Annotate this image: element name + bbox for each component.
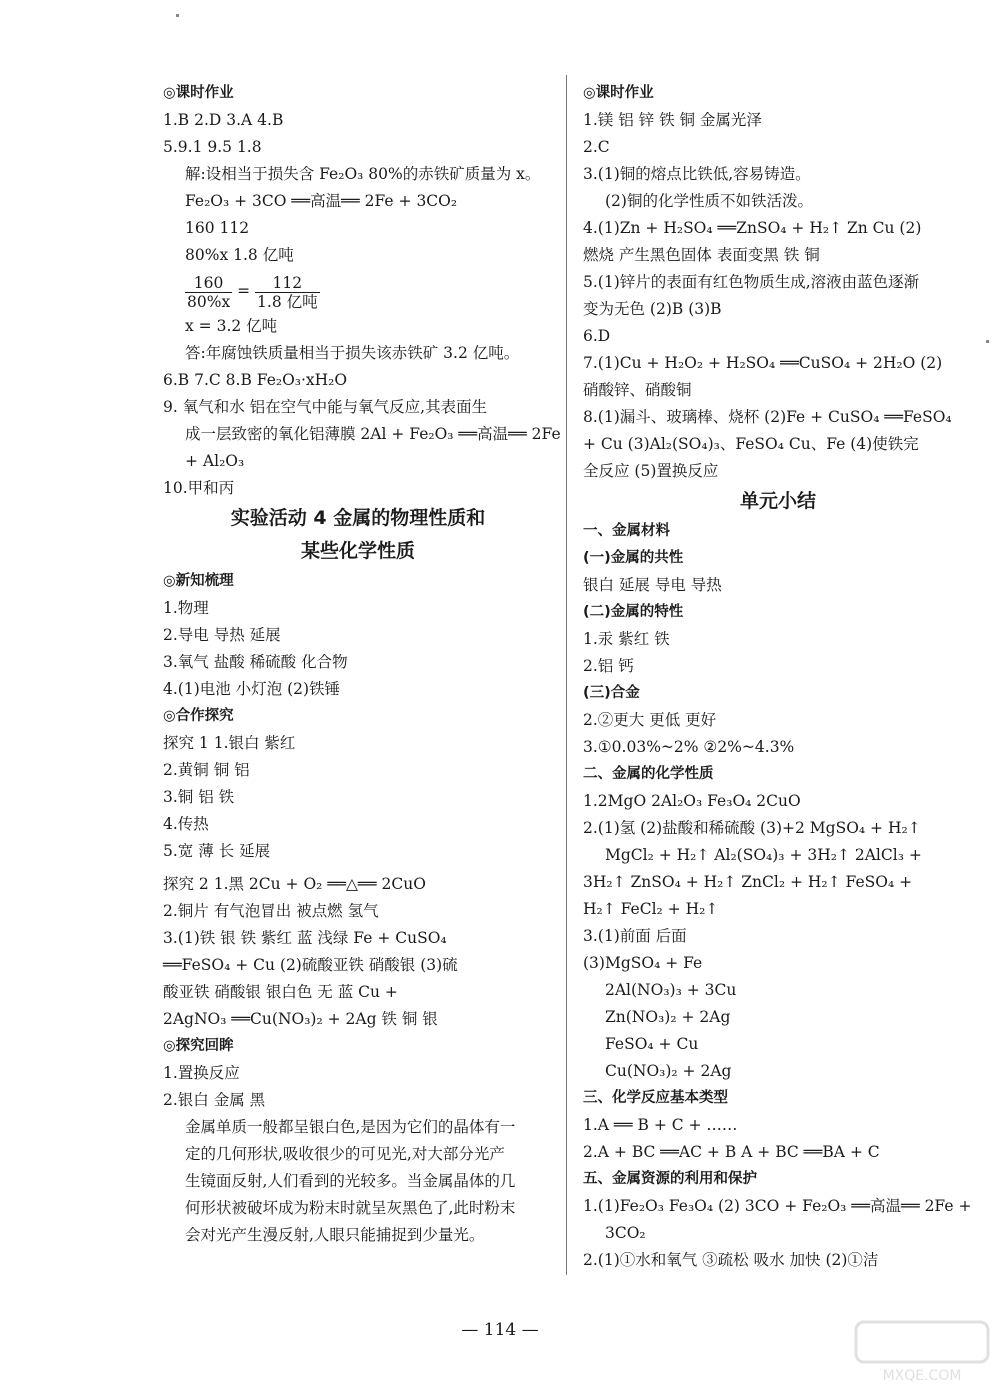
watermark-text: MXQE.COM (882, 1368, 962, 1384)
answer-line: H₂↑ FeCl₂ + H₂↑ (583, 900, 719, 918)
answer-line: 2.黄铜 铜 铝 (163, 761, 250, 779)
answer-line: 2.(1)氢 (2)盐酸和稀硫酸 (3)+2 MgSO₄ + H₂↑ (583, 819, 921, 837)
answer-line: 探究 2 1.黑 2Cu + O₂ ══△══ 2CuO (163, 875, 426, 893)
section-heading: 五、金属资源的利用和保护 (583, 1171, 757, 1187)
answer-line: 5.9.1 9.5 1.8 (163, 138, 262, 156)
answer-line: MgCl₂ + H₂↑ Al₂(SO₄)₃ + 3H₂↑ 2AlCl₃ + (605, 846, 922, 864)
answer-line: 1.镁 铝 锌 铁 铜 金属光泽 (583, 111, 762, 129)
answer-line: 4.(1)电池 小灯泡 (2)铁锤 (163, 680, 341, 698)
paragraph-line: 会对光产生漫反射,人眼只能捕捉到少量光。 (185, 1226, 485, 1244)
fraction-equation: $\frac{160}{80\%x}$ = $\frac{112}{\text{1.8 亿吨}}$ (187, 273, 318, 311)
summary-title: 单元小结 (739, 490, 816, 512)
section-heading: ◎课时作业 (583, 85, 654, 101)
paragraph-line: 何形状被破坏成为粉末时就呈灰黑色了,此时粉末 (185, 1199, 516, 1217)
subsection-heading: (三)合金 (583, 685, 640, 701)
answer-line: (2)铜的化学性质不如铁活泼。 (605, 192, 813, 210)
answer-line: 10.甲和丙 (163, 479, 235, 497)
section-heading: 二、金属的化学性质 (583, 766, 714, 782)
answer-line: 1.(1)Fe₂O₃ Fe₃O₄ (2) 3CO + Fe₂O₃ ══高温══ 2Fe + (583, 1197, 972, 1215)
right-column (583, 80, 973, 1274)
answer-line: 解:设相当于损失含 Fe₂O₃ 80%的赤铁矿质量为 x。 (185, 165, 541, 183)
answer-line: 6.B 7.C 8.B Fe₂O₃·xH₂O (163, 371, 348, 389)
page-number: — 114 — (461, 1320, 539, 1340)
paragraph-line: 生镜面反射,人们看到的光较多。当金属晶体的几 (185, 1172, 516, 1190)
answer-line: + Cu (3)Al₂(SO₄)₃、FeSO₄ Cu、Fe (4)使铁完 (583, 435, 919, 453)
answer-line: 2.A + BC ══AC + B A + BC ══BA + C (583, 1143, 880, 1161)
answer-line: 银白 延展 导电 导热 (583, 576, 722, 594)
watermark-logo-icon (852, 1318, 992, 1388)
answer-line: 3CO₂ (605, 1224, 646, 1242)
scan-speck (176, 14, 179, 17)
subsection-heading: (二)金属的特性 (583, 604, 684, 620)
answer-line: Cu(NO₃)₂ + 2Ag (605, 1062, 732, 1080)
activity-title: 实验活动 4 金属的物理性质和 (230, 507, 486, 529)
answer-line: 酸亚铁 硝酸银 银白色 无 蓝 Cu + (163, 983, 398, 1001)
equation-line: Fe₂O₃ + 3CO ══高温══ 2Fe + 3CO₂ (185, 192, 458, 210)
answer-line: 3H₂↑ ZnSO₄ + H₂↑ ZnCl₂ + H₂↑ FeSO₄ + (583, 873, 913, 891)
answer-line: 2.银白 金属 黑 (163, 1091, 266, 1109)
left-column (163, 80, 561, 1249)
answer-line: 9. 氧气和水 铝在空气中能与氧气反应,其表面生 (163, 398, 488, 416)
answer-line: FeSO₄ + Cu (605, 1035, 699, 1053)
answer-line: x = 3.2 亿吨 (185, 317, 278, 335)
answer-line: 3.①0.03%~2% ②2%~4.3% (583, 738, 795, 756)
answer-line: 3.(1)前面 后面 (583, 927, 687, 945)
answer-line: 7.(1)Cu + H₂O₂ + H₂SO₄ ══CuSO₄ + 2H₂O (2) (583, 354, 943, 372)
answer-line: 硝酸锌、硝酸铜 (583, 381, 692, 399)
answer-line: 变为无色 (2)B (3)B (583, 300, 722, 318)
answer-line: 1.物理 (163, 599, 209, 617)
answer-line: 2AgNO₃ ══Cu(NO₃)₂ + 2Ag 铁 铜 银 (163, 1010, 438, 1028)
answer-line: 成一层致密的氧化铝薄膜 2Al + Fe₂O₃ ══高温══ 2Fe (185, 425, 561, 443)
answer-line: Zn(NO₃)₂ + 2Ag (605, 1008, 731, 1026)
subsection-heading: (一)金属的共性 (583, 550, 684, 566)
answer-line: 3.(1)铁 银 铁 紫红 蓝 浅绿 Fe + CuSO₄ (163, 929, 447, 947)
section-heading: ◎新知梳理 (163, 573, 234, 589)
answer-line: 3.氧气 盐酸 稀硫酸 化合物 (163, 653, 348, 671)
answer-line: 3.(1)铜的熔点比铁低,容易铸造。 (583, 165, 811, 183)
section-heading: 三、化学反应基本类型 (583, 1090, 728, 1106)
answer-line: + Al₂O₃ (185, 452, 245, 470)
fraction-left: $\frac{160}{80\%x}$ (187, 273, 231, 311)
answer-line: 8.(1)漏斗、玻璃棒、烧杯 (2)Fe + CuSO₄ ══FeSO₄ (583, 408, 952, 426)
answer-line: 1.2MgO 2Al₂O₃ Fe₃O₄ 2CuO (583, 792, 801, 810)
answer-line: (3)MgSO₄ + Fe (583, 954, 703, 972)
answer-line: ══FeSO₄ + Cu (2)硫酸亚铁 硝酸银 (3)硫 (163, 956, 458, 974)
fraction-right: $\frac{112}{\text{1.8 亿吨}}$ (257, 273, 318, 311)
answer-line: 1.A ══ B + C + …… (583, 1116, 738, 1134)
answer-line: 6.D (583, 327, 611, 345)
answer-line: 1.置换反应 (163, 1064, 240, 1082)
answer-line: 5.宽 薄 长 延展 (163, 842, 271, 860)
scan-speck (986, 340, 989, 343)
section-heading: ◎课时作业 (163, 85, 234, 101)
answer-line: 1.汞 紫红 铁 (583, 630, 670, 648)
paragraph-line: 金属单质一般都呈银白色,是因为它们的晶体有一 (185, 1118, 516, 1136)
answer-line: 探究 1 1.银白 紫红 (163, 734, 296, 752)
answer-line: 2.铜片 有气泡冒出 被点燃 氢气 (163, 902, 379, 920)
answer-line: 全反应 (5)置换反应 (583, 462, 719, 480)
section-heading: ◎探究回眸 (163, 1038, 234, 1054)
section-heading: ◎合作探究 (163, 708, 234, 724)
answer-line: 燃烧 产生黑色固体 表面变黑 铁 铜 (583, 246, 820, 264)
answer-line: 2.C (583, 138, 610, 156)
answer-line: 2.导电 导热 延展 (163, 626, 281, 644)
answer-line: 2.铝 钙 (583, 657, 634, 675)
answer-line: 5.(1)锌片的表面有红色物质生成,溶液由蓝色逐渐 (583, 273, 920, 291)
section-heading: 一、金属材料 (583, 523, 670, 539)
activity-title: 某些化学性质 (300, 540, 415, 562)
answer-line: 1.B 2.D 3.A 4.B (163, 111, 284, 129)
answer-line: 4.(1)Zn + H₂SO₄ ══ZnSO₄ + H₂↑ Zn Cu (2) (583, 219, 922, 237)
answer-line: 160 112 (185, 219, 250, 237)
answer-line: 3.铜 铝 铁 (163, 788, 235, 806)
answer-line: 答:年腐蚀铁质量相当于损失该赤铁矿 3.2 亿吨。 (185, 344, 520, 362)
answer-line: 80%x 1.8 亿吨 (185, 246, 294, 264)
answer-line: 2Al(NO₃)₃ + 3Cu (605, 981, 737, 999)
answer-line: 2.(1)①水和氧气 ③疏松 吸水 加快 (2)①洁 (583, 1251, 879, 1269)
column-divider (566, 75, 567, 1275)
paragraph-line: 定的几何形状,吸收很少的可见光,对大部分光产 (185, 1145, 505, 1163)
answer-line: 2.②更大 更低 更好 (583, 711, 717, 729)
answer-line: 4.传热 (163, 815, 209, 833)
